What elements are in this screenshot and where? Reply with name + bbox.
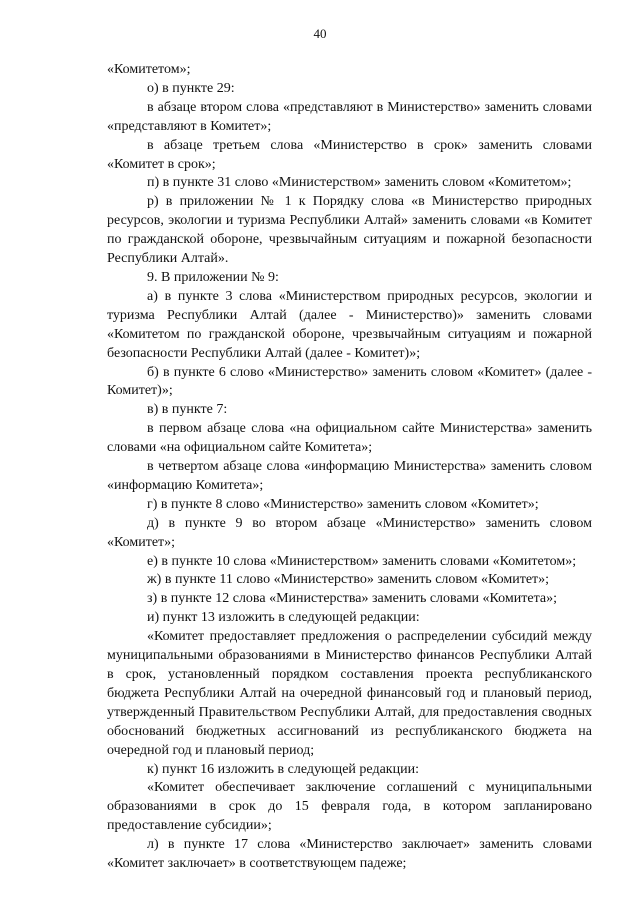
paragraph: «Комитет обеспечивает заключение соглашений с муниципальными образованиями в срок до 15 февраля года, в котором запланировано предоставление субсидии»;	[107, 780, 592, 834]
paragraph: з) в пункте 12 слова «Министерства» заменить словами «Комитета»;	[147, 591, 557, 607]
paragraph: л) в пункте 17 слова «Министерство заключает» заменить словами «Комитет заключает» в соответствующем падеже;	[107, 837, 592, 872]
document-body	[107, 61, 592, 874]
paragraph: в первом абзаце слова «на официальном сайте Министерства» заменить словами «на официальном сайте Комитета»;	[107, 421, 592, 456]
paragraph: ж) в пункте 11 слово «Министерство» заменить словом «Комитет»;	[147, 572, 550, 588]
paragraph: в абзаце третьем слова «Министерство в срок» заменить словами «Комитет в срок»;	[107, 137, 592, 172]
paragraph: п) в пункте 31 слово «Министерством» заменить словом «Комитетом»;	[147, 175, 572, 191]
paragraph: в абзаце втором слова «представляют в Министерство» заменить словами «представляют в Комитет»;	[107, 99, 592, 134]
paragraph: о) в пункте 29:	[147, 80, 235, 96]
paragraph: «Комитетом»;	[107, 62, 191, 77]
paragraph: а) в пункте 3 слова «Министерством природных ресурсов, экологии и туризма Республики Алтай (далее - Министерство)» заменить словами «Комитетом по гражданской обороне, чрезвычайным ситуациям и пожарной безопасности Республики Алтай (далее - Комитет)»;	[107, 288, 592, 361]
paragraph: к) пункт 16 изложить в следующей редакции:	[147, 761, 419, 777]
paragraph: г) в пункте 8 слово «Министерство» заменить словом «Комитет»;	[147, 496, 539, 512]
paragraph: р) в приложении № 1 к Порядку слова «в Министерство природных ресурсов, экологии и туризма Республики Алтай» заменить словами «в Комитет по гражданской обороне, чрезвычайным ситуациям и пожарной безопасности Республики Алтай».	[107, 194, 592, 267]
paragraph: е) в пункте 10 слова «Министерством» заменить словами «Комитетом»;	[147, 553, 577, 569]
paragraph: б) в пункте 6 слово «Министерство» заменить словом «Комитет» (далее - Комитет)»;	[107, 364, 592, 399]
paragraph: 9. В приложении № 9:	[147, 269, 279, 285]
paragraph: д) в пункте 9 во втором абзаце «Министерство» заменить словом «Комитет»;	[107, 515, 592, 550]
paragraph: в четвертом абзаце слова «информацию Министерства» заменить словом «информацию Комитета»;	[107, 459, 592, 493]
paragraph: «Комитет предоставляет предложения о распределении субсидий между муниципальными образованиями в Министерство финансов Республики Алтай в срок, установленный порядком составления проекта республиканского бюджета Республики Алтай на очередной финансовый год и плановый период, утвержденный Правительством Республики Алтай, для предоставления сводных обоснований бюджетных ассигнований из республиканского бюджета на очередной год и плановый период;	[107, 629, 592, 758]
page-number: 40	[313, 26, 327, 41]
paragraph: в) в пункте 7:	[147, 402, 228, 418]
paragraph: и) пункт 13 изложить в следующей редакции:	[147, 610, 420, 626]
